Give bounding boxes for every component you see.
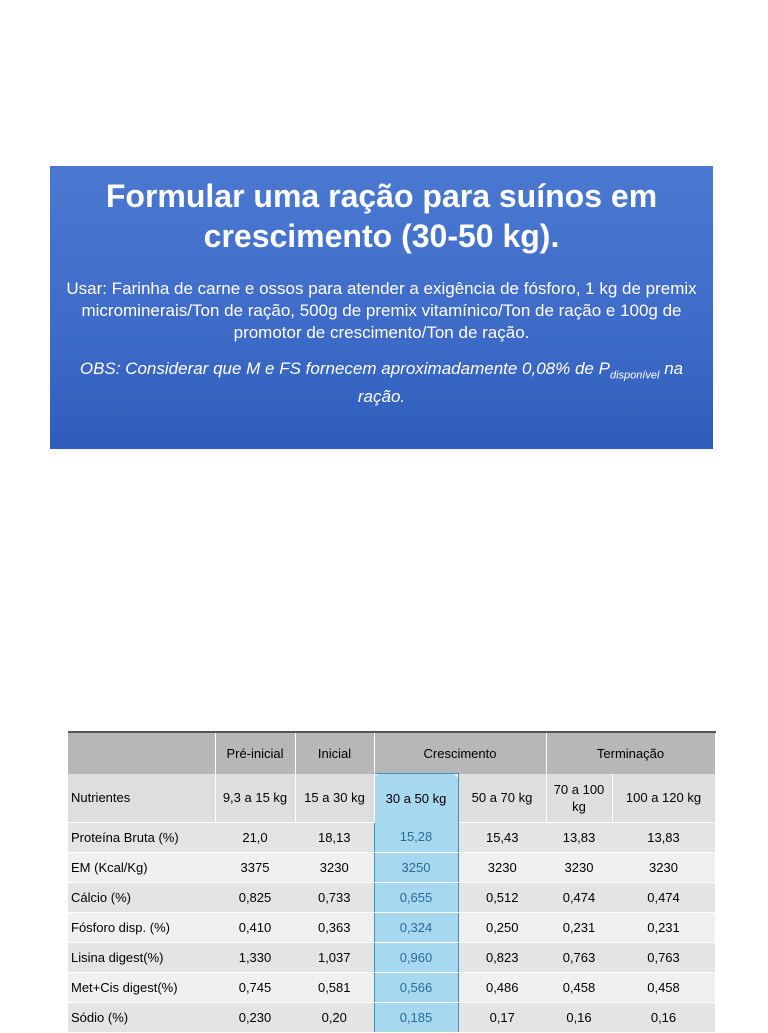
value-cell: 0,733	[295, 882, 374, 912]
value-cell: 0,250	[458, 912, 546, 942]
nutrient-name: Sódio (%)	[68, 1002, 215, 1032]
nutrient-name: Cálcio (%)	[68, 882, 215, 912]
header-pre-inicial: Pré-inicial	[215, 732, 295, 774]
nutrient-name: Proteína Bruta (%)	[68, 822, 215, 852]
value-cell: 0,825	[215, 882, 295, 912]
nutrient-name: Lisina digest(%)	[68, 942, 215, 972]
value-cell: 3230	[295, 852, 374, 882]
instructions-text: Usar: Farinha de carne e ossos para atender a exigência de fósforo, 1 kg de premix microminerais/Ton de ração, 500g de premix vitamínico/Ton de ração e 100g de promotor de crescimento/Ton de ração.	[66, 279, 697, 342]
table-row	[68, 972, 715, 1002]
value-cell: 13,83	[546, 822, 612, 852]
nutrient-name: Met+Cis digest(%)	[68, 972, 215, 1002]
value-cell: 1,037	[295, 942, 374, 972]
range-cell: 15 a 30 kg	[295, 774, 374, 823]
value-cell: 3230	[612, 852, 715, 882]
header-inicial: Inicial	[295, 732, 374, 774]
header-crescimento: Crescimento	[374, 732, 546, 774]
value-cell: 0,410	[215, 912, 295, 942]
value-cell: 18,13	[295, 822, 374, 852]
value-cell: 0,581	[295, 972, 374, 1002]
value-cell-highlighted: 0,960	[374, 942, 458, 972]
range-cell-highlighted: 30 a 50 kg	[374, 774, 458, 823]
table-row	[68, 852, 715, 882]
nutrient-name: Fósforo disp. (%)	[68, 912, 215, 942]
value-cell: 0,16	[546, 1002, 612, 1032]
value-cell-highlighted: 0,566	[374, 972, 458, 1002]
value-cell: 0,231	[612, 912, 715, 942]
value-cell: 0,16	[612, 1002, 715, 1032]
table-row	[68, 942, 715, 972]
value-cell: 3230	[458, 852, 546, 882]
value-cell: 0,512	[458, 882, 546, 912]
value-cell: 0,474	[612, 882, 715, 912]
value-cell: 0,458	[612, 972, 715, 1002]
value-cell-highlighted: 0,324	[374, 912, 458, 942]
range-cell: 50 a 70 kg	[458, 774, 546, 823]
value-cell: 15,43	[458, 822, 546, 852]
nutrientes-label: Nutrientes	[68, 774, 215, 823]
value-cell: 0,823	[458, 942, 546, 972]
value-cell-highlighted: 0,185	[374, 1002, 458, 1032]
nutrient-requirements-table	[68, 731, 716, 1033]
obs-subscript: disponível	[609, 369, 660, 382]
value-cell: 0,763	[612, 942, 715, 972]
value-cell-highlighted: 3250	[374, 852, 458, 882]
value-cell: 0,486	[458, 972, 546, 1002]
value-cell: 0,17	[458, 1002, 546, 1032]
header-blank	[68, 732, 215, 774]
table-group-header	[68, 732, 715, 774]
value-cell: 1,330	[215, 942, 295, 972]
table-row	[68, 822, 715, 852]
title-banner	[50, 166, 713, 449]
value-cell: 0,231	[546, 912, 612, 942]
value-cell: 21,0	[215, 822, 295, 852]
value-cell: 13,83	[612, 822, 715, 852]
weight-range-row	[68, 774, 715, 823]
range-cell: 70 a 100 kg	[546, 774, 612, 823]
value-cell: 3230	[546, 852, 612, 882]
table-row	[68, 912, 715, 942]
value-cell: 0,363	[295, 912, 374, 942]
value-cell: 0,745	[215, 972, 295, 1002]
value-cell-highlighted: 0,655	[374, 882, 458, 912]
table-row	[68, 1002, 715, 1032]
obs-prefix: OBS: Considerar que M e FS fornecem aproximadamente 0,08% de P	[79, 359, 610, 378]
slide-title: Formular uma ração para suínos em crescimento (30-50 kg).	[105, 178, 658, 254]
range-cell: 9,3 a 15 kg	[215, 774, 295, 823]
value-cell: 0,763	[546, 942, 612, 972]
value-cell: 3375	[215, 852, 295, 882]
header-terminacao: Terminação	[546, 732, 715, 774]
range-cell: 100 a 120 kg	[612, 774, 715, 823]
table-row	[68, 882, 715, 912]
nutrient-name: EM (Kcal/Kg)	[68, 852, 215, 882]
value-cell: 0,458	[546, 972, 612, 1002]
value-cell: 0,474	[546, 882, 612, 912]
observation-text	[56, 358, 707, 408]
value-cell-highlighted: 15,28	[374, 822, 458, 852]
obs-suffix: na ração.	[357, 359, 684, 407]
value-cell: 0,20	[295, 1002, 374, 1032]
value-cell: 0,230	[215, 1002, 295, 1032]
